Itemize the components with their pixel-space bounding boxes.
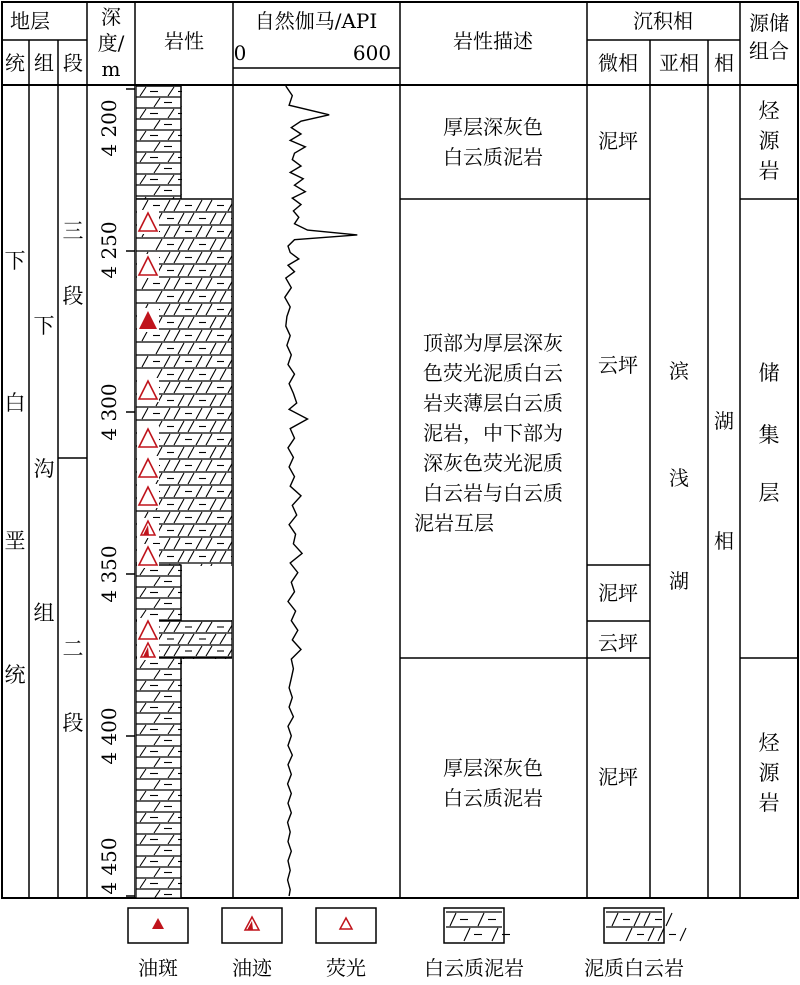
legend-label: 油迹 (232, 956, 272, 980)
series-char-1: 下 (4, 249, 26, 273)
gamma-ray-curve (285, 86, 358, 896)
description-middle-line: 岩夹薄层白云质 (423, 391, 563, 415)
fluorescence-marker (137, 426, 159, 450)
subfacies-header: 亚相 (659, 51, 699, 75)
facies-char: 湖 (714, 409, 734, 433)
depth-tick-label: 4 400 (97, 707, 121, 765)
lithology-header: 岩性 (164, 29, 204, 53)
fluorescence-marker (137, 254, 159, 278)
microfacies-header: 微相 (598, 51, 638, 75)
description-middle-line: 顶部为厚层深灰 (423, 331, 563, 355)
depth-tick-label: 4 450 (97, 837, 121, 895)
legend-item-oil-trace (222, 908, 282, 980)
depth-tick-label: 4 200 (97, 99, 121, 157)
facies-char: 相 (714, 529, 734, 553)
description-middle-line: 泥岩互层 (414, 511, 494, 535)
source-rock-char: 岩 (758, 791, 780, 815)
member-header: 段 (63, 51, 83, 75)
member3-char-2: 段 (62, 284, 84, 308)
legend (128, 908, 686, 980)
facies-header: 相 (714, 51, 734, 75)
formation-char-3: 组 (33, 601, 55, 625)
microfacies-dolomite-flat: 云坪 (598, 353, 638, 377)
depth-tick-label: 4 300 (97, 383, 121, 441)
series-header: 统 (5, 51, 25, 75)
description-middle-line: 泥岩，中下部为 (423, 421, 563, 445)
legend-label: 泥质白云岩 (584, 956, 684, 980)
source-reservoir-header-line1: 源储 (749, 11, 789, 35)
facies-group-header: 沉积相 (633, 9, 693, 33)
fluorescence-marker (137, 484, 159, 508)
formation-char-2: 沟 (33, 457, 55, 481)
formation-char-1: 下 (33, 314, 55, 338)
reservoir-char: 集 (758, 423, 780, 447)
strata-labels (5, 219, 84, 735)
subfacies-char: 浅 (669, 466, 689, 490)
reservoir-char: 储 (758, 361, 780, 385)
series-char-4: 统 (4, 663, 26, 687)
legend-item-oil-spot (128, 908, 188, 980)
fluorescence-marker (137, 210, 159, 234)
description-top-line2: 白云质泥岩 (443, 145, 543, 169)
source-rock-char: 岩 (758, 159, 780, 183)
source-reservoir-column (759, 99, 781, 815)
member3-char-1: 三 (62, 219, 84, 243)
series-char-3: 垩 (4, 529, 26, 553)
fluorescence-marker (137, 618, 159, 642)
microfacies-mud-flat: 泥坪 (598, 581, 638, 605)
oil-trace-marker (137, 640, 159, 660)
oil-spot-marker (137, 308, 159, 332)
description-middle-line: 白云岩与白云质 (423, 481, 563, 505)
fluorescence-marker (137, 544, 159, 568)
source-rock-char: 烃 (758, 731, 780, 755)
table-grid (2, 2, 798, 898)
subfacies-char: 滨 (669, 359, 689, 383)
legend-label: 油斑 (138, 956, 178, 980)
source-reservoir-header-line2: 组合 (749, 39, 789, 63)
legend-label: 荧光 (326, 956, 366, 980)
gamma-scale-min: 0 (233, 41, 247, 65)
fluorescence-marker (137, 378, 159, 402)
gamma-header: 自然伽马/API (254, 9, 378, 33)
legend-label: 白云质泥岩 (424, 956, 524, 980)
description-bottom-line1: 厚层深灰色 (443, 756, 543, 780)
header (5, 5, 789, 81)
description-header: 岩性描述 (453, 29, 533, 53)
description-top-line1: 厚层深灰色 (443, 115, 543, 139)
microfacies-mud-flat: 泥坪 (598, 129, 638, 153)
depth-header-line3: m (101, 57, 121, 81)
microfacies-mud-flat: 泥坪 (598, 765, 638, 789)
oil-trace-marker (137, 518, 159, 538)
strata-header: 地层 (10, 9, 50, 33)
gamma-scale-max: 600 (352, 41, 392, 65)
microfacies-column (598, 129, 638, 789)
depth-tick-label: 4 250 (97, 221, 121, 279)
subfacies-facies (669, 359, 734, 593)
legend-item-fluorescence (316, 908, 376, 980)
source-rock-char: 源 (758, 129, 780, 153)
depth-header-line2: 度/ (97, 31, 125, 55)
member2-char-2: 段 (62, 711, 84, 735)
description-bottom-line2: 白云质泥岩 (443, 786, 543, 810)
member2-char-1: 二 (62, 637, 84, 661)
description-middle-line: 色荧光泥质白云 (423, 361, 563, 385)
legend-item-muddy-dolomite (584, 908, 686, 980)
source-rock-char: 烃 (758, 99, 780, 123)
microfacies-dolomite-flat: 云坪 (598, 631, 638, 655)
source-rock-char: 源 (758, 761, 780, 785)
legend-item-dolomitic-mudstone (424, 908, 524, 980)
reservoir-char: 层 (758, 481, 780, 505)
fluorescence-marker (137, 456, 159, 480)
formation-header: 组 (34, 51, 54, 75)
depth-tick-label: 4 350 (97, 545, 121, 603)
lithology-descriptions (414, 115, 563, 810)
depth-axis (97, 89, 135, 896)
series-char-2: 白 (4, 391, 26, 415)
description-middle-line: 深灰色荧光泥质 (423, 451, 563, 475)
depth-header-line1: 深 (101, 5, 121, 29)
subfacies-char: 湖 (669, 569, 689, 593)
